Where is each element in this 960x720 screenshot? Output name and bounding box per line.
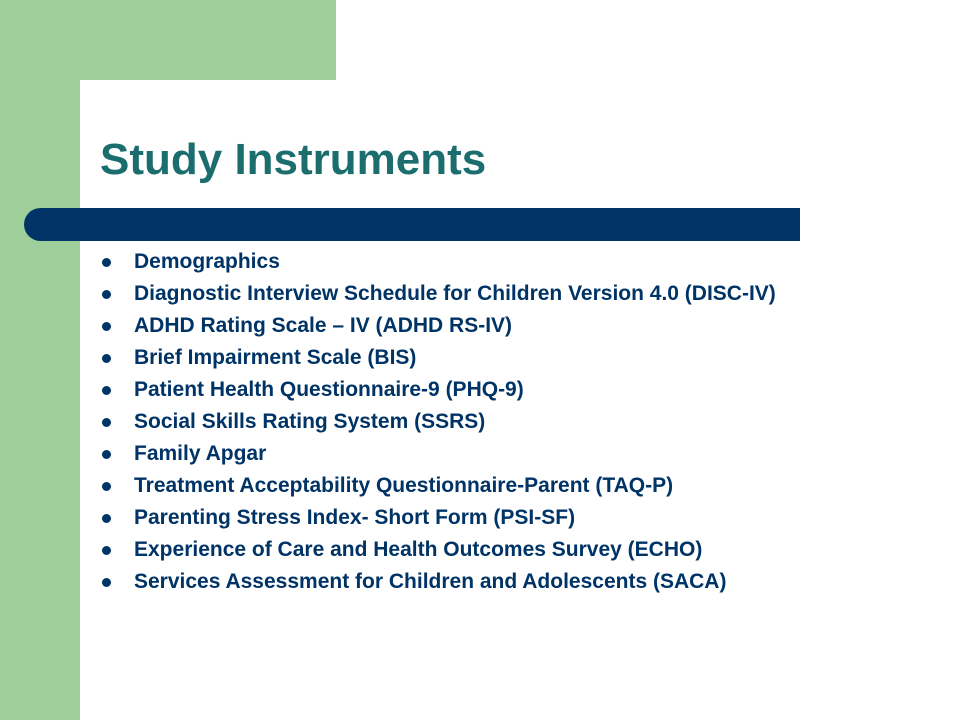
bullet-dot-icon [102, 450, 111, 459]
bullet-dot-icon [102, 290, 111, 299]
bullet-item [100, 442, 840, 466]
bullet-text: Patient Health Questionnaire-9 (PHQ-9) [134, 378, 524, 401]
bullet-dot-icon [102, 482, 111, 491]
bullet-dot-icon [102, 514, 111, 523]
bullet-dot-icon [102, 258, 111, 267]
bullet-text: ADHD Rating Scale – IV (ADHD RS-IV) [134, 314, 513, 337]
bullet-list [100, 250, 840, 602]
bullet-text: Demographics [134, 250, 280, 273]
bullet-item [100, 250, 840, 274]
bullet-text: Treatment Acceptability Questionnaire-Parent (TAQ-P) [134, 474, 674, 497]
title-underline-bar [24, 208, 800, 241]
bullet-dot-icon [102, 354, 111, 363]
bullet-item [100, 346, 840, 370]
bullet-text: Brief Impairment Scale (BIS) [134, 346, 417, 369]
green-side-strip [0, 0, 80, 720]
bullet-item [100, 314, 840, 338]
bullet-dot-icon [102, 418, 111, 427]
bullet-text: Social Skills Rating System (SSRS) [134, 410, 486, 433]
bullet-dot-icon [102, 578, 111, 587]
bullet-item [100, 474, 840, 498]
slide-title: Study Instruments [100, 135, 487, 184]
bullet-dot-icon [102, 322, 111, 331]
bullet-item [100, 378, 840, 402]
bullet-text: Parenting Stress Index- Short Form (PSI-SF) [134, 506, 576, 529]
bullet-dot-icon [102, 546, 111, 555]
bullet-item [100, 570, 840, 594]
bullet-text: Services Assessment for Children and Adolescents (SACA) [134, 570, 727, 593]
bullet-text: Family Apgar [134, 442, 267, 465]
green-top-block [80, 0, 336, 80]
bullet-text: Experience of Care and Health Outcomes Survey (ECHO) [134, 538, 703, 561]
bullet-text: Diagnostic Interview Schedule for Children Version 4.0 (DISC-IV) [134, 282, 776, 305]
bullet-item [100, 538, 840, 562]
bullet-dot-icon [102, 386, 111, 395]
bullet-item [100, 410, 840, 434]
bullet-item [100, 506, 840, 530]
bullet-item [100, 282, 840, 306]
